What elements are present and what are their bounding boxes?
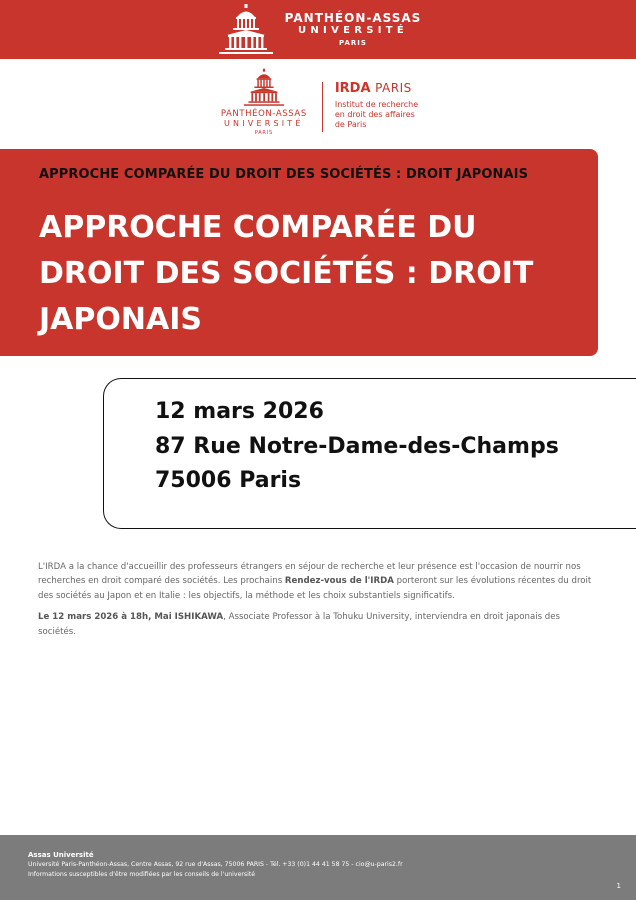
irda-name: IRDA — [334, 81, 371, 96]
event-info-box — [103, 378, 636, 529]
description-paragraph — [38, 560, 600, 603]
event-date: 12 mars 2026 — [155, 399, 324, 424]
event-address: 87 Rue Notre-Dame-des-Champs — [155, 434, 559, 459]
event-city: 75006 Paris — [155, 468, 302, 493]
page-title: APPROCHE COMPARÉE DU DROIT DES SOCIÉTÉS : DROIT JAPONAIS — [39, 210, 534, 337]
event-supertitle: APPROCHE COMPARÉE DU DROIT DES SOCIÉTÉS : DROIT JAPONAIS — [39, 167, 529, 182]
pantheon-assas-logo — [218, 68, 310, 136]
irda-desc-line: en droit des affaires — [334, 110, 415, 119]
irda-desc-line: Institut de recherche — [334, 100, 419, 109]
footer-title: Assas Université — [28, 851, 94, 859]
footer-disclaimer: Informations susceptibles d'être modifiées par les conseils de l'université — [28, 871, 256, 878]
logo-text-pantheon-assas: PANTHÉON-ASSAS — [284, 11, 422, 25]
irda-city: PARIS — [375, 81, 412, 95]
event-description — [38, 560, 600, 646]
page-number: 1 — [616, 882, 621, 890]
irda-logo-block — [0, 68, 636, 138]
university-logo[interactable] — [215, 3, 422, 57]
page-footer — [0, 835, 636, 900]
irda-title — [335, 82, 418, 95]
description-paragraph — [38, 610, 600, 639]
irda-description — [335, 100, 418, 130]
footer-address: Université Paris-Panthéon-Assas, Centre Assas, 92 rue d'Assas, 75006 PARIS - Tél. +33 (0)1 44 41 58 75 - cio@u-paris2.fr — [28, 861, 403, 868]
pantheon-icon — [215, 3, 277, 57]
paragraph-text: , Associate Professor à la Tohuku University, interviendra en droit japonais des sociétés. — [38, 612, 561, 637]
pa-logo-text-universite: UNIVERSITÉ — [223, 118, 304, 128]
paragraph-text: L'IRDA a la chance d'accueillir des professeurs étrangers en séjour de recherche et leur présence est l'occasion de nourrir nos recherches en droit comparé des sociétés. Les prochains — [38, 562, 581, 587]
irda-desc-line: de Paris — [334, 120, 367, 129]
paragraph-bold-text: Rendez-vous de l'IRDA — [284, 576, 394, 587]
pantheon-icon — [241, 68, 287, 108]
pa-logo-text-paris: PARIS — [254, 129, 273, 136]
paragraph-text: porteront sur les évolutions récentes du droit des sociétés au Japon et en Italie : les objectifs, la méthode et les choix substantiels significatifs. — [38, 576, 592, 601]
logo-divider — [322, 82, 323, 132]
irda-logo-text — [335, 82, 418, 130]
logo-text-paris: PARIS — [339, 39, 367, 47]
top-banner — [0, 0, 636, 59]
logo-text-universite: UNIVERSITÉ — [297, 25, 409, 36]
pa-logo-text-pantheon-assas: PANTHÉON-ASSAS — [220, 109, 307, 119]
title-block — [0, 149, 598, 356]
paragraph-bold-text: Le 12 mars 2026 à 18h, Mai ISHIKAWA — [38, 612, 224, 623]
